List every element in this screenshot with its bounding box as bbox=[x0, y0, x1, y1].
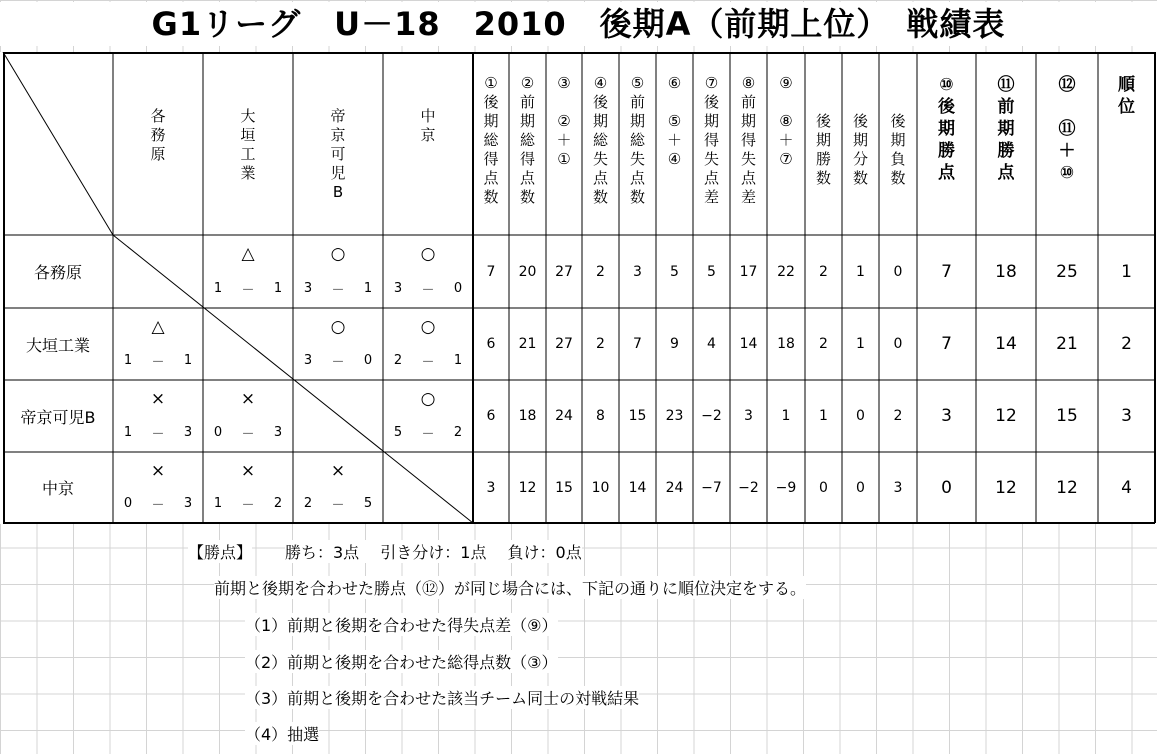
match-score-left: 3 bbox=[303, 352, 313, 368]
header-char bbox=[821, 93, 826, 112]
header-char: ⑩ bbox=[1059, 163, 1075, 183]
stat-value: 12 bbox=[1056, 477, 1078, 498]
stat-value: 3 bbox=[486, 479, 496, 496]
match-score-dash: － bbox=[241, 282, 255, 298]
header-char: 得 bbox=[519, 150, 535, 168]
stat-value: 2 bbox=[893, 408, 903, 424]
stat-value: 23 bbox=[665, 408, 684, 424]
stat-value: 8 bbox=[596, 408, 605, 424]
page-title: G1リーグ U－18 2010 後期A（前期上位） 戦績表 bbox=[0, 2, 1157, 46]
team-column-header-text bbox=[420, 107, 435, 145]
header-char: 期 bbox=[629, 112, 645, 130]
match-score-dash: － bbox=[151, 354, 165, 370]
stat-column-header-text bbox=[853, 74, 868, 188]
header-char: ① bbox=[484, 74, 498, 92]
header-char bbox=[562, 93, 567, 112]
stat-value: 1 bbox=[1121, 261, 1132, 282]
header-char: 後 bbox=[938, 97, 955, 117]
header-char: ⑦ bbox=[704, 74, 719, 92]
header-char: 後 bbox=[592, 93, 608, 111]
header-char: ④ bbox=[667, 150, 682, 168]
match-result-mark: ○ bbox=[330, 244, 346, 264]
team-column-header-text bbox=[240, 107, 255, 183]
stat-column-header bbox=[693, 74, 730, 234]
stat-value: 12 bbox=[518, 479, 537, 496]
match-result-mark: × bbox=[150, 389, 166, 409]
stat-value: 3 bbox=[1121, 406, 1132, 426]
header-char: 得 bbox=[483, 150, 499, 168]
stat-column-header-text bbox=[890, 74, 905, 188]
header-char: 期 bbox=[938, 119, 955, 139]
stat-column-header-text bbox=[483, 74, 498, 207]
header-char: 前 bbox=[740, 93, 756, 111]
header-char: ⑤ bbox=[630, 74, 645, 92]
match-score-left: 0 bbox=[123, 495, 133, 511]
header-char: 数 bbox=[852, 169, 868, 187]
match-score-right: 2 bbox=[273, 495, 283, 511]
header-char bbox=[821, 74, 826, 93]
header-char: 差 bbox=[703, 188, 719, 206]
stat-value: 3 bbox=[941, 406, 952, 426]
stat-value: 0 bbox=[856, 479, 865, 496]
stat-value: 25 bbox=[1056, 261, 1078, 282]
tiebreak-intro: 前期と後期を合わせた勝点（⑫）が同じ場合には、下記の通りに順位決定をする。 bbox=[214, 576, 806, 599]
header-char: ⑦ bbox=[779, 150, 793, 168]
match-score-right: 3 bbox=[183, 495, 193, 511]
match-score-right: 1 bbox=[363, 280, 373, 296]
header-char: ⑪ bbox=[1058, 119, 1076, 139]
header-char: 失 bbox=[629, 150, 645, 168]
match-score-left: 3 bbox=[303, 280, 313, 296]
stat-value: 4 bbox=[1121, 477, 1132, 498]
stat-column-header bbox=[805, 74, 842, 234]
points-rule: 勝ち：3点 引き分け：1点 負け：0点 bbox=[285, 540, 582, 563]
header-char: ⑨ bbox=[779, 74, 793, 92]
stat-value: 21 bbox=[518, 336, 537, 352]
match-score-left: 1 bbox=[213, 280, 223, 296]
header-char: ＋ bbox=[778, 131, 794, 149]
header-char: 失 bbox=[703, 150, 719, 168]
header-char: 勝 bbox=[815, 150, 831, 168]
header-char bbox=[896, 93, 901, 112]
match-result-mark: ○ bbox=[420, 244, 436, 264]
match-score-dash: － bbox=[421, 426, 435, 442]
stat-value: 2 bbox=[819, 263, 828, 280]
header-char: 後 bbox=[703, 93, 719, 111]
stat-value: 2 bbox=[1121, 334, 1132, 354]
stat-value: 3 bbox=[633, 263, 642, 280]
match-result-mark: ○ bbox=[330, 317, 346, 337]
match-result-mark: △ bbox=[151, 317, 165, 337]
stat-column-header-text bbox=[1059, 74, 1076, 184]
match-score-right: 1 bbox=[183, 352, 193, 368]
team-column-header bbox=[113, 107, 203, 237]
header-char: ④ bbox=[593, 74, 608, 92]
stat-value: 12 bbox=[995, 406, 1017, 426]
stat-value: 18 bbox=[518, 408, 537, 424]
header-char: 分 bbox=[852, 150, 868, 168]
match-score-dash: － bbox=[151, 426, 165, 442]
header-char: B bbox=[332, 183, 344, 201]
header-char: ② bbox=[520, 74, 535, 92]
header-char: 前 bbox=[997, 97, 1015, 117]
points-label: 【勝点】 bbox=[188, 540, 252, 563]
stat-column-header-text bbox=[778, 74, 793, 169]
match-score-dash: － bbox=[241, 497, 255, 513]
header-char: 各 bbox=[150, 107, 166, 125]
header-char: 数 bbox=[890, 169, 906, 187]
header-char: ⑧ bbox=[741, 74, 756, 92]
stat-column-header-text bbox=[998, 74, 1015, 184]
stat-value: 1 bbox=[856, 336, 865, 352]
stat-value: 17 bbox=[739, 263, 758, 280]
stat-column-header bbox=[917, 74, 976, 234]
header-char: 後 bbox=[890, 112, 906, 130]
stat-column-header-text bbox=[1118, 74, 1135, 118]
stat-column-header bbox=[1098, 74, 1155, 234]
stat-column-header-text bbox=[704, 74, 719, 207]
stat-value: 27 bbox=[555, 263, 573, 280]
header-char: 順 bbox=[1118, 75, 1135, 95]
match-score-right: 1 bbox=[453, 352, 463, 368]
team-column-header bbox=[293, 107, 383, 237]
header-char: 後 bbox=[483, 93, 499, 111]
match-result-mark: × bbox=[330, 461, 346, 481]
stat-column-header-text bbox=[667, 74, 682, 169]
match-result-mark: ○ bbox=[420, 317, 436, 337]
team-row-label: 帝京可児B bbox=[20, 407, 96, 427]
header-char: 得 bbox=[740, 131, 756, 149]
header-char: 数 bbox=[483, 188, 499, 206]
header-char: 数 bbox=[519, 188, 535, 206]
stat-value: 3 bbox=[893, 479, 903, 496]
header-char: 京 bbox=[420, 126, 436, 144]
header-char: 点 bbox=[519, 169, 535, 187]
header-char: 期 bbox=[852, 131, 868, 149]
header-char: ⑫ bbox=[1058, 75, 1076, 95]
stat-value: 22 bbox=[777, 263, 795, 280]
header-char: 点 bbox=[740, 169, 756, 187]
stat-value: 9 bbox=[670, 336, 679, 352]
header-char: 勝 bbox=[997, 141, 1015, 161]
header-char: ⑪ bbox=[997, 75, 1015, 95]
match-score-dash: － bbox=[151, 497, 165, 513]
header-char: 差 bbox=[740, 188, 756, 206]
team-row-label: 各務原 bbox=[33, 263, 82, 282]
header-char: 失 bbox=[592, 150, 608, 168]
header-char: 総 bbox=[592, 131, 608, 149]
team-column-header-text bbox=[330, 107, 345, 202]
stat-value: 14 bbox=[995, 334, 1017, 354]
header-char: 前 bbox=[519, 93, 535, 111]
header-char: 点 bbox=[938, 163, 955, 183]
stat-column-header-text bbox=[630, 74, 645, 207]
stat-value: 3 bbox=[744, 408, 753, 424]
match-score-dash: － bbox=[331, 354, 345, 370]
match-result-mark: × bbox=[150, 461, 166, 481]
team-row-label: 大垣工業 bbox=[25, 335, 90, 355]
team-column-header bbox=[383, 107, 473, 237]
match-score-right: 1 bbox=[273, 280, 283, 296]
stat-column-header-text bbox=[816, 74, 831, 188]
stat-value: 18 bbox=[777, 336, 795, 352]
header-char: 後 bbox=[815, 112, 831, 130]
match-score-left: 2 bbox=[303, 495, 313, 511]
header-char: 期 bbox=[997, 119, 1015, 139]
header-char: 期 bbox=[519, 112, 535, 130]
stat-column-header bbox=[473, 74, 509, 234]
header-char bbox=[1064, 96, 1070, 118]
header-char: ① bbox=[557, 150, 571, 168]
match-score-left: 2 bbox=[393, 352, 403, 368]
header-char: 京 bbox=[330, 126, 346, 144]
header-char: ⑩ bbox=[939, 75, 954, 95]
stat-value: 2 bbox=[596, 336, 605, 352]
header-char: 総 bbox=[629, 131, 645, 149]
tiebreak-rule-3: （3）前期と後期を合わせた該当チーム同士の対戦結果 bbox=[245, 686, 639, 709]
header-char: 数 bbox=[592, 188, 608, 206]
match-score-right: 3 bbox=[273, 424, 283, 440]
match-score-right: 3 bbox=[183, 424, 193, 440]
stat-column-header bbox=[879, 74, 917, 234]
tiebreak-rule-1: （1）前期と後期を合わせた得失点差（⑨） bbox=[245, 613, 558, 636]
stat-column-header bbox=[619, 74, 656, 234]
match-result-mark: △ bbox=[241, 244, 255, 264]
header-char: 期 bbox=[740, 112, 756, 130]
stat-column-header bbox=[842, 74, 879, 234]
team-column-header bbox=[203, 107, 293, 237]
match-result-mark: ○ bbox=[420, 389, 436, 409]
header-char: 児 bbox=[330, 164, 346, 182]
stat-value: 12 bbox=[995, 477, 1017, 498]
header-char: 帝 bbox=[330, 107, 346, 125]
stat-value: 1 bbox=[856, 263, 865, 280]
header-char: ＋ bbox=[1058, 141, 1076, 161]
stat-value: 5 bbox=[670, 263, 679, 280]
header-char: ⑥ bbox=[667, 74, 682, 92]
match-score-left: 1 bbox=[123, 352, 133, 368]
tiebreak-rule-4: （4）抽選 bbox=[245, 722, 319, 745]
match-score-left: 1 bbox=[213, 495, 223, 511]
header-char: 総 bbox=[519, 131, 535, 149]
header-char: 得 bbox=[703, 131, 719, 149]
stat-value: 0 bbox=[819, 479, 828, 496]
header-char bbox=[784, 93, 789, 112]
stat-value: 15 bbox=[1056, 406, 1078, 426]
stat-value: 7 bbox=[486, 263, 496, 280]
team-row-label: 中京 bbox=[41, 479, 74, 498]
stat-value: 24 bbox=[555, 408, 573, 424]
header-char: 後 bbox=[852, 112, 868, 130]
header-char: ⑧ bbox=[779, 112, 793, 130]
header-char: 失 bbox=[740, 150, 756, 168]
header-char: 前 bbox=[629, 93, 645, 111]
stat-value: 14 bbox=[739, 336, 758, 352]
header-char: 務 bbox=[150, 126, 166, 144]
stat-value: 2 bbox=[596, 263, 605, 280]
header-char: 数 bbox=[629, 188, 645, 206]
match-score-left: 5 bbox=[393, 424, 403, 440]
stat-value: −2 bbox=[701, 408, 722, 424]
match-score-right: 0 bbox=[453, 280, 463, 296]
match-score-dash: － bbox=[331, 282, 345, 298]
header-char: 垣 bbox=[240, 126, 256, 144]
stat-value: 7 bbox=[941, 334, 952, 354]
header-char bbox=[896, 74, 901, 93]
stat-value: 27 bbox=[555, 336, 573, 352]
header-char: 期 bbox=[703, 112, 719, 130]
stat-value: 18 bbox=[995, 261, 1017, 282]
header-char: 期 bbox=[815, 131, 831, 149]
stat-value: −2 bbox=[738, 479, 759, 496]
header-char: 点 bbox=[629, 169, 645, 187]
stat-value: −7 bbox=[701, 479, 722, 496]
stat-value: 15 bbox=[628, 408, 647, 424]
stat-column-header bbox=[1036, 74, 1098, 234]
header-char: 中 bbox=[420, 107, 436, 125]
header-char: 原 bbox=[150, 145, 166, 163]
header-char: 点 bbox=[592, 169, 608, 187]
stat-column-header-text bbox=[556, 74, 571, 169]
stat-value: 20 bbox=[518, 263, 537, 280]
stat-value: −9 bbox=[775, 479, 797, 496]
header-char: 点 bbox=[997, 163, 1015, 183]
stat-value: 10 bbox=[591, 479, 610, 496]
header-char: ② bbox=[557, 112, 571, 130]
stat-value: 0 bbox=[856, 408, 865, 424]
stat-value: 0 bbox=[941, 477, 952, 498]
header-char: 数 bbox=[815, 169, 831, 187]
stat-value: 6 bbox=[486, 408, 496, 424]
stat-value: 2 bbox=[819, 336, 828, 352]
header-char: 可 bbox=[330, 145, 346, 163]
tiebreak-rule-2: （2）前期と後期を合わせた総得点数（③） bbox=[245, 650, 558, 673]
header-char: 期 bbox=[483, 112, 499, 130]
stat-column-header bbox=[656, 74, 693, 234]
header-char bbox=[858, 93, 863, 112]
stat-value: 14 bbox=[628, 479, 647, 496]
stat-value: 1 bbox=[781, 408, 791, 424]
stat-column-header-text bbox=[741, 74, 756, 207]
match-score-left: 3 bbox=[393, 280, 403, 296]
match-score-dash: － bbox=[331, 497, 345, 513]
stat-column-header bbox=[976, 74, 1036, 234]
match-score-left: 1 bbox=[123, 424, 133, 440]
stat-value: 7 bbox=[633, 336, 642, 352]
match-score-dash: － bbox=[421, 354, 435, 370]
match-score-dash: － bbox=[241, 426, 255, 442]
stat-value: 0 bbox=[893, 263, 903, 280]
match-score-right: 0 bbox=[363, 352, 373, 368]
header-char: 業 bbox=[240, 164, 256, 182]
stat-value: 7 bbox=[941, 261, 952, 282]
stat-value: 4 bbox=[707, 336, 716, 352]
stat-value: 15 bbox=[555, 479, 573, 496]
stat-value: 1 bbox=[819, 408, 828, 424]
team-column-header-text bbox=[150, 107, 165, 164]
header-char: 勝 bbox=[938, 141, 955, 161]
header-char: 点 bbox=[483, 169, 499, 187]
header-char: ③ bbox=[557, 74, 571, 92]
stat-value: 6 bbox=[486, 336, 496, 352]
stat-column-header bbox=[767, 74, 805, 234]
stat-column-header bbox=[730, 74, 767, 234]
stat-column-header-text bbox=[520, 74, 535, 207]
match-result-mark: × bbox=[240, 461, 256, 481]
stat-value: 24 bbox=[665, 479, 684, 496]
header-char: ⑤ bbox=[667, 112, 682, 130]
standings-table bbox=[0, 52, 1157, 524]
header-char: 工 bbox=[240, 145, 256, 163]
stat-value: 5 bbox=[707, 263, 716, 280]
header-char: 期 bbox=[890, 131, 906, 149]
stat-column-header bbox=[582, 74, 619, 234]
stat-column-header-text bbox=[938, 74, 955, 184]
match-score-dash: － bbox=[421, 282, 435, 298]
stat-column-header bbox=[509, 74, 546, 234]
stat-value: 0 bbox=[893, 336, 903, 352]
match-score-right: 2 bbox=[453, 424, 463, 440]
match-score-right: 5 bbox=[363, 495, 373, 511]
stat-column-header-text bbox=[593, 74, 608, 207]
header-char: 期 bbox=[592, 112, 608, 130]
header-char: ＋ bbox=[666, 131, 682, 149]
match-result-mark: × bbox=[240, 389, 256, 409]
header-char: 大 bbox=[240, 107, 256, 125]
header-diagonal bbox=[3, 52, 113, 235]
stat-value: 21 bbox=[1056, 334, 1078, 354]
match-score-left: 0 bbox=[213, 424, 223, 440]
header-char: 総 bbox=[483, 131, 499, 149]
header-char bbox=[672, 93, 677, 112]
header-char: 位 bbox=[1118, 97, 1135, 117]
header-char bbox=[858, 74, 863, 93]
header-char: 点 bbox=[703, 169, 719, 187]
header-char: 負 bbox=[890, 150, 906, 168]
stat-column-header bbox=[546, 74, 582, 234]
header-char: ＋ bbox=[556, 131, 572, 149]
